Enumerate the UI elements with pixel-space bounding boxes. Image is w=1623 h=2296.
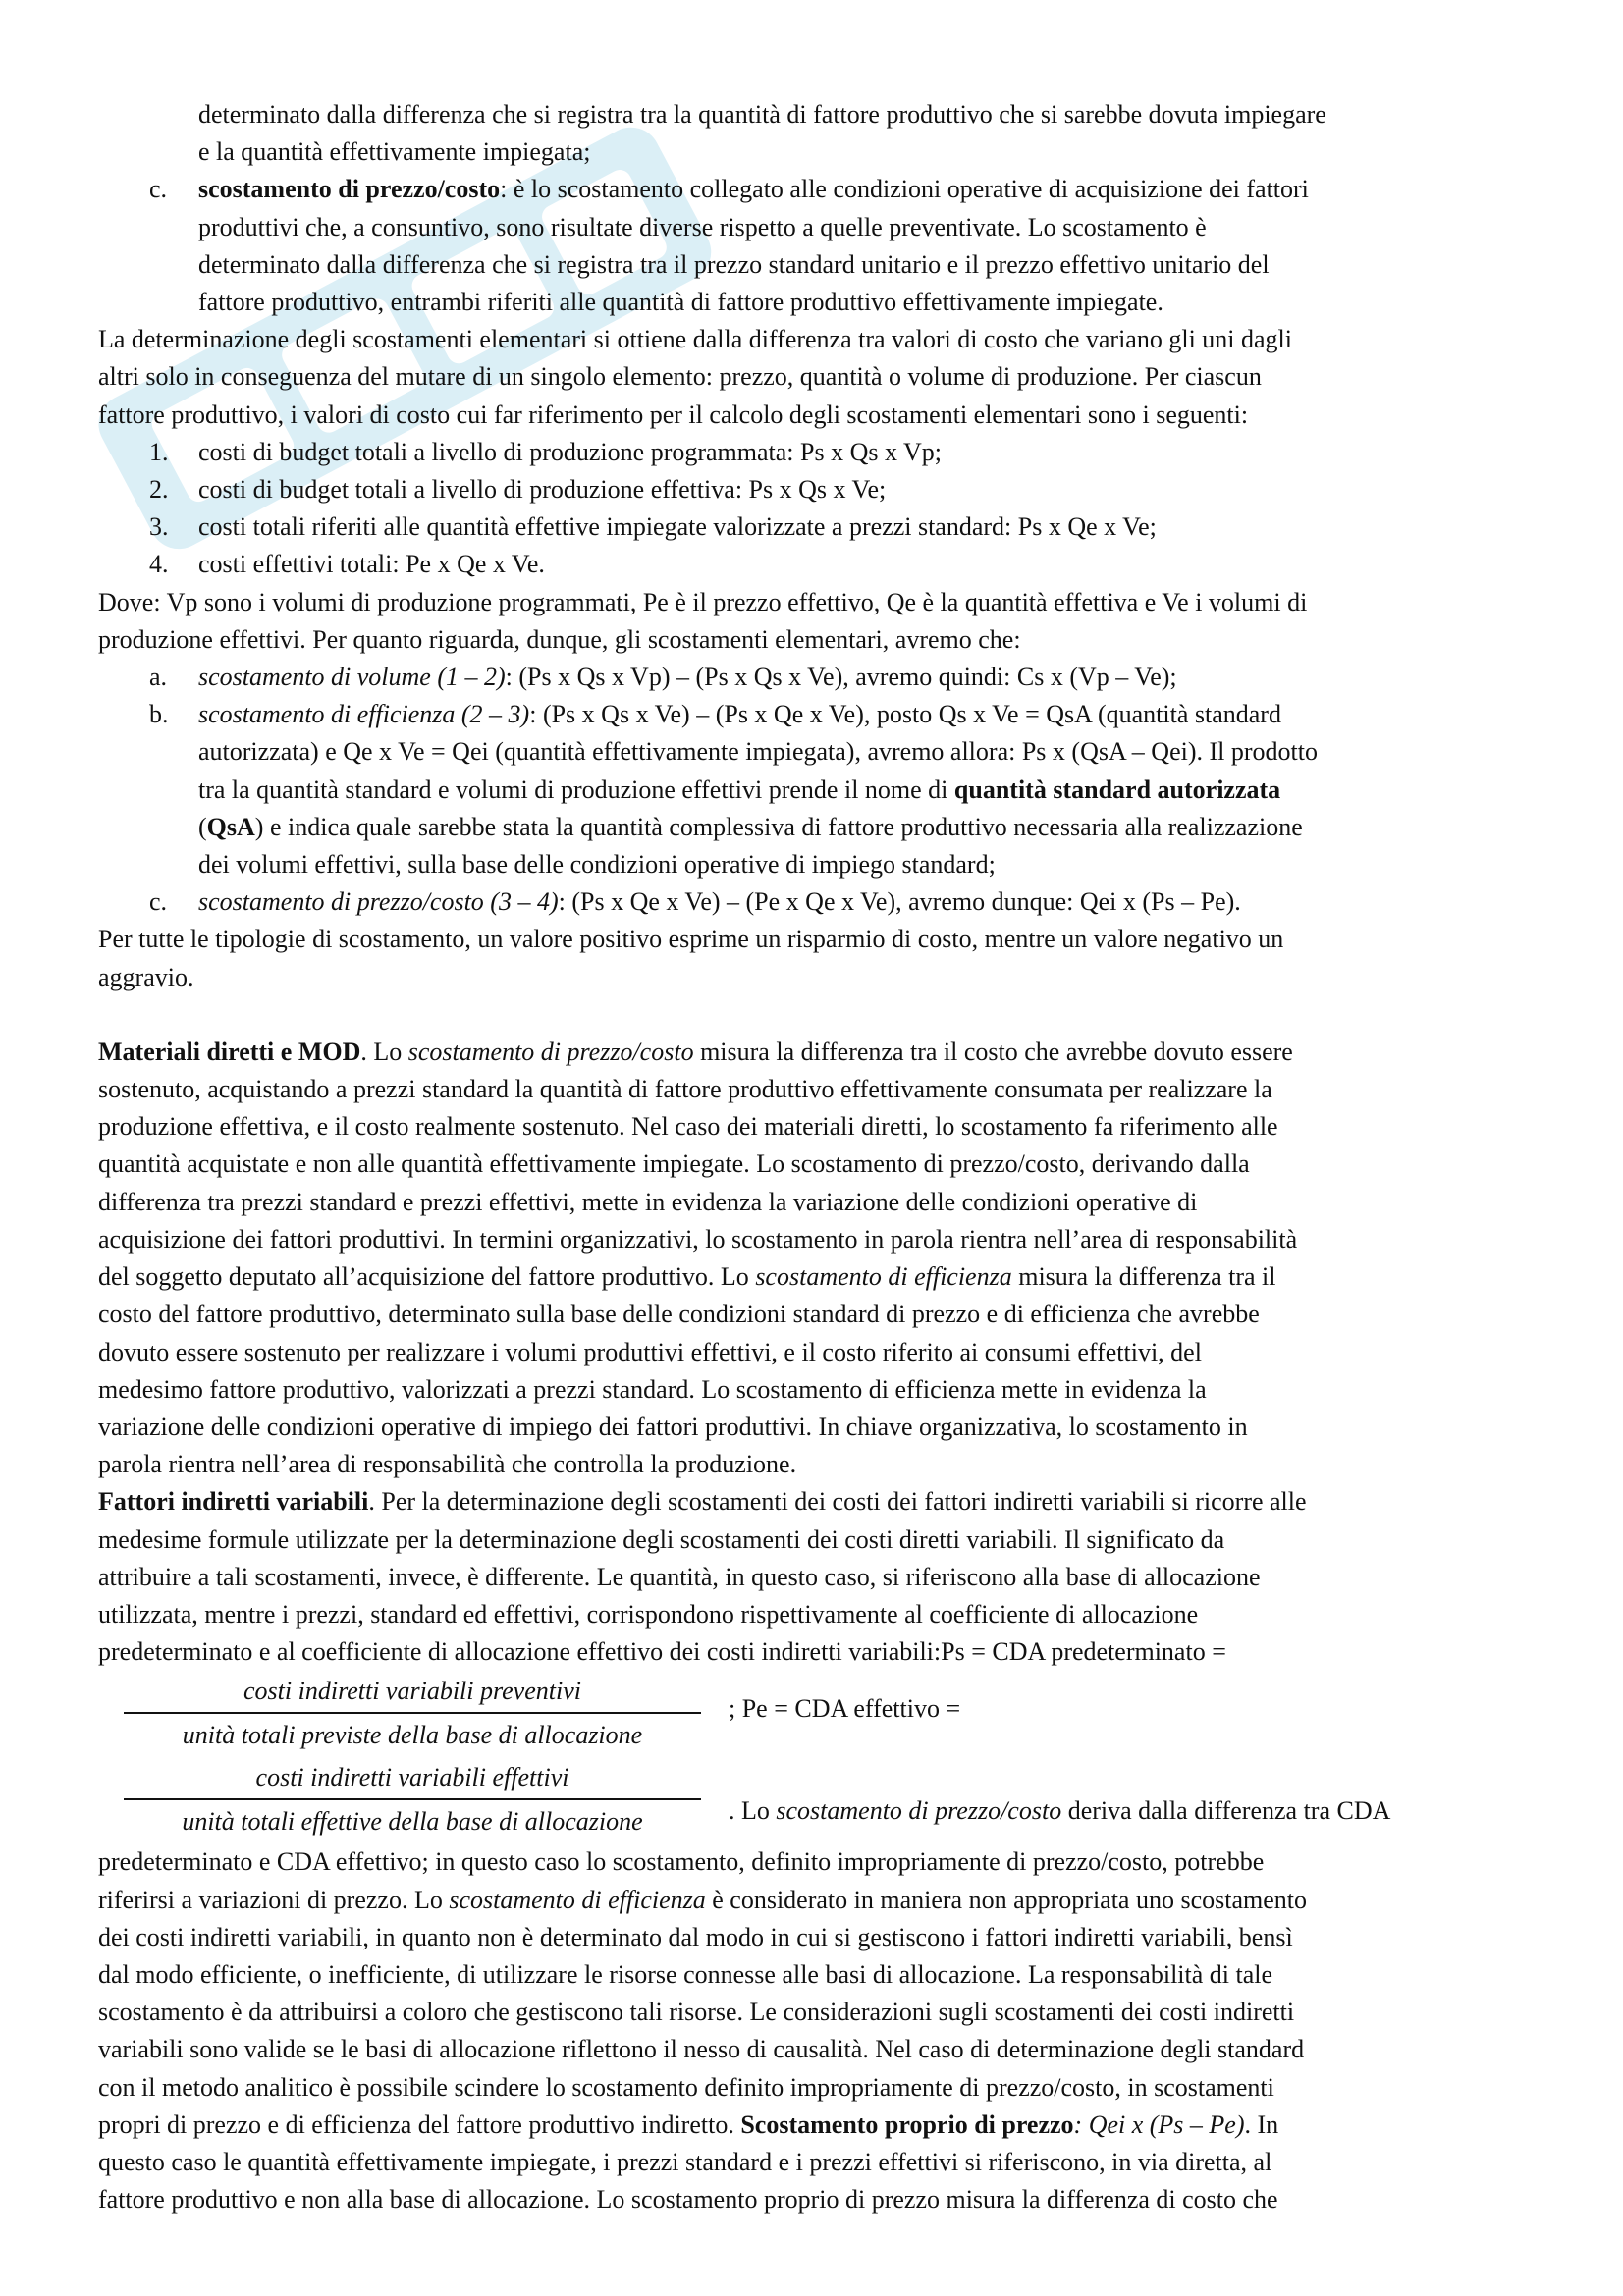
italic-term: scostamento di efficienza (2 – 3) bbox=[198, 700, 530, 729]
numbered-item-4 bbox=[98, 546, 1532, 583]
text-span: del soggetto deputato all’acquisizione del fattore produttivo. Lo bbox=[98, 1262, 756, 1292]
text-span: : (Ps x Qs x Vp) – (Ps x Qs x Ve), avremo quindi: Cs x (Vp – Ve); bbox=[505, 663, 1177, 692]
list-item-b-efficienza bbox=[98, 696, 1532, 883]
italic-term: scostamento di volume (1 – 2) bbox=[198, 663, 506, 692]
italic-term: scostamento di prezzo/costo bbox=[776, 1796, 1062, 1826]
text-span: costi di budget totali a livello di produzione programmata: Ps x Qs x Vp; bbox=[198, 437, 943, 466]
text-span: : (Ps x Qs x Ve) – (Ps x Qe x Ve), posto Qs x Ve = QsA (quantità standard bbox=[529, 700, 1281, 729]
text-line: attribuire a tali scostamenti, invece, è differente. Le quantità, in questo caso, si riferiscono alla base di allocazione bbox=[98, 1562, 1261, 1591]
fraction-numerator: costi indiretti variabili effettivi bbox=[124, 1757, 701, 1800]
text-line: produzione effettiva, e il costo realmente sostenuto. Nel caso dei materiali diretti, lo scostamento fa riferimento alle bbox=[98, 1112, 1278, 1142]
text-line: questo caso le quantità effettivamente impiegate, i prezzi standard e i prezzi effettivi si riferiscono, in via diretta, al bbox=[98, 2147, 1272, 2176]
italic-term: scostamento di efficienza bbox=[755, 1262, 1012, 1292]
text-span: misura la differenza tra il bbox=[1011, 1262, 1276, 1292]
text-span: tra la quantità standard e volumi di produzione effettivi prende il nome di bbox=[198, 774, 954, 804]
section-heading: Fattori indiretti variabili bbox=[98, 1487, 369, 1517]
text-span: costi totali riferiti alle quantità effettive impiegate valorizzate a prezzi standard: Ps x Qe x Ve; bbox=[198, 512, 1157, 542]
text-line: dal modo efficiente, o inefficiente, di utilizzare le risorse connesse alle basi di allocazione. La responsabilità di tale bbox=[98, 1959, 1273, 1989]
text-line: parola rientra nell’area di responsabilità che controlla la produzione. bbox=[98, 1450, 797, 1479]
text-line: quantità acquistate e non alle quantità effettivamente impiegate. Lo scostamento di prezzo/costo, derivando dalla bbox=[98, 1149, 1250, 1179]
paragraph-materiali-diretti bbox=[98, 1034, 1532, 1483]
text-span: riferirsi a variazioni di prezzo. Lo bbox=[98, 1885, 450, 1914]
text-line: aggravio. bbox=[98, 962, 194, 991]
text-line: fattore produttivo e non alla base di allocazione. Lo scostamento proprio di prezzo misura la differenza di costo che bbox=[98, 2185, 1278, 2215]
bold-term: QsA bbox=[206, 812, 255, 841]
list-item-continuation bbox=[98, 96, 1532, 171]
list-marker: a. bbox=[149, 663, 168, 692]
list-marker: 1. bbox=[149, 437, 169, 466]
numbered-item-2 bbox=[98, 471, 1532, 508]
text-line: e la quantità effettivamente impiegata; bbox=[198, 137, 591, 167]
paragraph-fattori-indiretti bbox=[98, 1483, 1532, 1671]
text-line: dovuto essere sostenuto per realizzare i volumi produttivi effettivi, e il costo riferito ai consumi effettivi, del bbox=[98, 1337, 1202, 1366]
text-span: misura la differenza tra il costo che avrebbe dovuto essere bbox=[693, 1037, 1293, 1066]
text-span: è considerato in maniera non appropriata uno scostamento bbox=[705, 1885, 1307, 1914]
numbered-item-3 bbox=[98, 508, 1532, 546]
text-line: medesime formule utilizzate per la determinazione degli scostamenti dei costi diretti variabili. Il significato da bbox=[98, 1524, 1225, 1554]
text-line: predeterminato e al coefficiente di allocazione effettivo dei costi indiretti variabili:Ps = CDA predeterminato = bbox=[98, 1637, 1226, 1667]
paragraph-dove bbox=[98, 584, 1532, 659]
formula-trailing-text bbox=[729, 1792, 1390, 1830]
text-span: ) e indica quale sarebbe stata la quantità complessiva di fattore produttivo necessaria alla realizzazione bbox=[254, 812, 1303, 841]
fraction bbox=[124, 1671, 701, 1757]
text-line: altri solo in conseguenza del mutare di un singolo elemento: prezzo, quantità o volume di produzione. Per ciascun bbox=[98, 362, 1262, 392]
text-line: dei volumi effettivi, sulla base delle condizioni operative di impiego standard; bbox=[198, 850, 996, 880]
text-line: predeterminato e CDA effettivo; in questo caso lo scostamento, definito impropriamente di prezzo/costo, potrebbe bbox=[98, 1847, 1265, 1877]
list-item-a-volume bbox=[98, 659, 1532, 696]
text-line: differenza tra prezzi standard e prezzi effettivi, mette in evidenza la variazione delle condizioni operative di bbox=[98, 1187, 1198, 1216]
text-line: utilizzata, mentre i prezzi, standard ed effettivi, corrispondono rispettivamente al coefficiente di allocazione bbox=[98, 1599, 1199, 1629]
text-line: Dove: Vp sono i volumi di produzione programmati, Pe è il prezzo effettivo, Qe è la quantità effettiva e Ve i volumi di bbox=[98, 587, 1308, 616]
list-marker: c. bbox=[149, 175, 168, 204]
fraction-denominator: unità totali effettive della base di allocazione bbox=[182, 1807, 643, 1837]
text-line: Per tutte le tipologie di scostamento, un valore positivo esprime un risparmio di costo, mentre un valore negativo un bbox=[98, 925, 1284, 954]
list-marker: c. bbox=[149, 887, 168, 917]
fraction-denominator: unità totali previste della base di allocazione bbox=[182, 1721, 643, 1750]
text-span: propri di prezzo e di efficienza del fattore produttivo indiretto. bbox=[98, 2109, 741, 2139]
formula-cda-predeterminato bbox=[98, 1671, 1532, 1757]
text-span: : (Ps x Qe x Ve) – (Pe x Qe x Ve), avremo dunque: Qei x (Ps – Pe). bbox=[558, 887, 1241, 917]
italic-formula: : Qei x (Ps – Pe) bbox=[1073, 2109, 1245, 2139]
text-line: dei costi indiretti variabili, in quanto non è determinato dal modo in cui si gestiscono i fattori indiretti variabili, bensì bbox=[98, 1922, 1293, 1951]
text-span: ( bbox=[198, 812, 207, 841]
bold-term: Scostamento proprio di prezzo bbox=[740, 2109, 1074, 2139]
text-span: costi effettivi totali: Pe x Qe x Ve. bbox=[198, 550, 545, 579]
text-span: . In bbox=[1244, 2109, 1279, 2139]
fraction bbox=[124, 1757, 701, 1843]
text-span: . Per la determinazione degli scostamenti dei costi dei fattori indiretti variabili si ricorre alle bbox=[368, 1487, 1307, 1517]
fraction-numerator: costi indiretti variabili preventivi bbox=[124, 1671, 701, 1714]
blank-line bbox=[98, 996, 1532, 1034]
text-span: . Lo bbox=[360, 1037, 408, 1066]
text-line: determinato dalla differenza che si registra tra il prezzo standard unitario e il prezzo effettivo unitario del bbox=[198, 249, 1270, 279]
list-item-c-price bbox=[98, 171, 1532, 321]
bold-term: quantità standard autorizzata bbox=[953, 774, 1281, 804]
text-line: sostenuto, acquistando a prezzi standard la quantità di fattore produttivo effettivamente consumata per realizzare la bbox=[98, 1075, 1272, 1104]
italic-term: scostamento di prezzo/costo (3 – 4) bbox=[198, 887, 559, 917]
text-line: acquisizione dei fattori produttivi. In termini organizzativi, lo scostamento in parola rientra nell’area di responsabilità bbox=[98, 1224, 1298, 1254]
italic-term: scostamento di prezzo/costo bbox=[407, 1037, 694, 1066]
paragraph-determinazione bbox=[98, 321, 1532, 434]
numbered-item-1 bbox=[98, 434, 1532, 471]
text-line: scostamento è da attribuirsi a coloro che gestiscono tali risorse. Le considerazioni sugli scostamenti dei costi indiretti bbox=[98, 1998, 1295, 2027]
text-line: variabili sono valide se le basi di allocazione riflettono il nesso di causalità. Nel caso di determinazione degli standard bbox=[98, 2035, 1305, 2064]
paragraph-cda-conclusione bbox=[98, 1843, 1532, 2218]
list-marker: 4. bbox=[149, 550, 169, 579]
list-marker: 2. bbox=[149, 475, 169, 505]
list-marker: 3. bbox=[149, 512, 169, 542]
text-line: fattore produttivo, i valori di costo cui far riferimento per il calcolo degli scostamenti elementari sono i seguenti: bbox=[98, 400, 1249, 429]
list-item-c-prezzo bbox=[98, 883, 1532, 921]
text-line: determinato dalla differenza che si registra tra la quantità di fattore produttivo che si sarebbe dovuta impiegare bbox=[198, 100, 1326, 129]
text-line: produttivi che, a consuntivo, sono risultate diverse rispetto a quelle preventivate. Lo scostamento è bbox=[198, 212, 1207, 241]
section-heading: Materiali diretti e MOD bbox=[98, 1037, 361, 1066]
text-line: La determinazione degli scostamenti elementari si ottiene dalla differenza tra valori di costo che variano gli uni dagli bbox=[98, 325, 1293, 354]
bold-term: scostamento di prezzo/costo bbox=[198, 175, 501, 204]
text-span: : è lo scostamento collegato alle condizioni operative di acquisizione dei fattori bbox=[500, 175, 1309, 204]
text-line: variazione delle condizioni operative di impiego dei fattori produttivi. In chiave organizzativa, lo scostamento in bbox=[98, 1412, 1248, 1441]
list-marker: b. bbox=[149, 700, 169, 729]
text-line: autorizzata) e Qe x Ve = Qei (quantità effettivamente impiegata), avremo allora: Ps x (QsA – Qei). Il prodotto bbox=[198, 737, 1318, 767]
document-page bbox=[98, 96, 1532, 2218]
formula-trailing-text: ; Pe = CDA effettivo = bbox=[729, 1694, 961, 1724]
italic-term: scostamento di efficienza bbox=[449, 1885, 706, 1914]
text-line: medesimo fattore produttivo, valorizzati a prezzi standard. Lo scostamento di efficienza mette in evidenza la bbox=[98, 1374, 1207, 1404]
text-line: con il metodo analitico è possibile scindere lo scostamento definito impropriamente di prezzo/costo, in scostamenti bbox=[98, 2072, 1274, 2102]
text-line: costo del fattore produttivo, determinato sulla base delle condizioni standard di prezzo e di efficienza che avrebbe bbox=[98, 1300, 1260, 1329]
formula-cda-effettivo bbox=[98, 1757, 1532, 1843]
text-span: costi di budget totali a livello di produzione effettiva: Ps x Qs x Ve; bbox=[198, 475, 887, 505]
text-span: . Lo bbox=[729, 1796, 777, 1826]
paragraph-tipologie bbox=[98, 921, 1532, 995]
text-line: produzione effettivi. Per quanto riguarda, dunque, gli scostamenti elementari, avremo che: bbox=[98, 624, 1021, 654]
text-line: fattore produttivo, entrambi riferiti alle quantità di fattore produttivo effettivamente impiegate. bbox=[198, 288, 1163, 317]
text-span: deriva dalla differenza tra CDA bbox=[1061, 1796, 1391, 1826]
